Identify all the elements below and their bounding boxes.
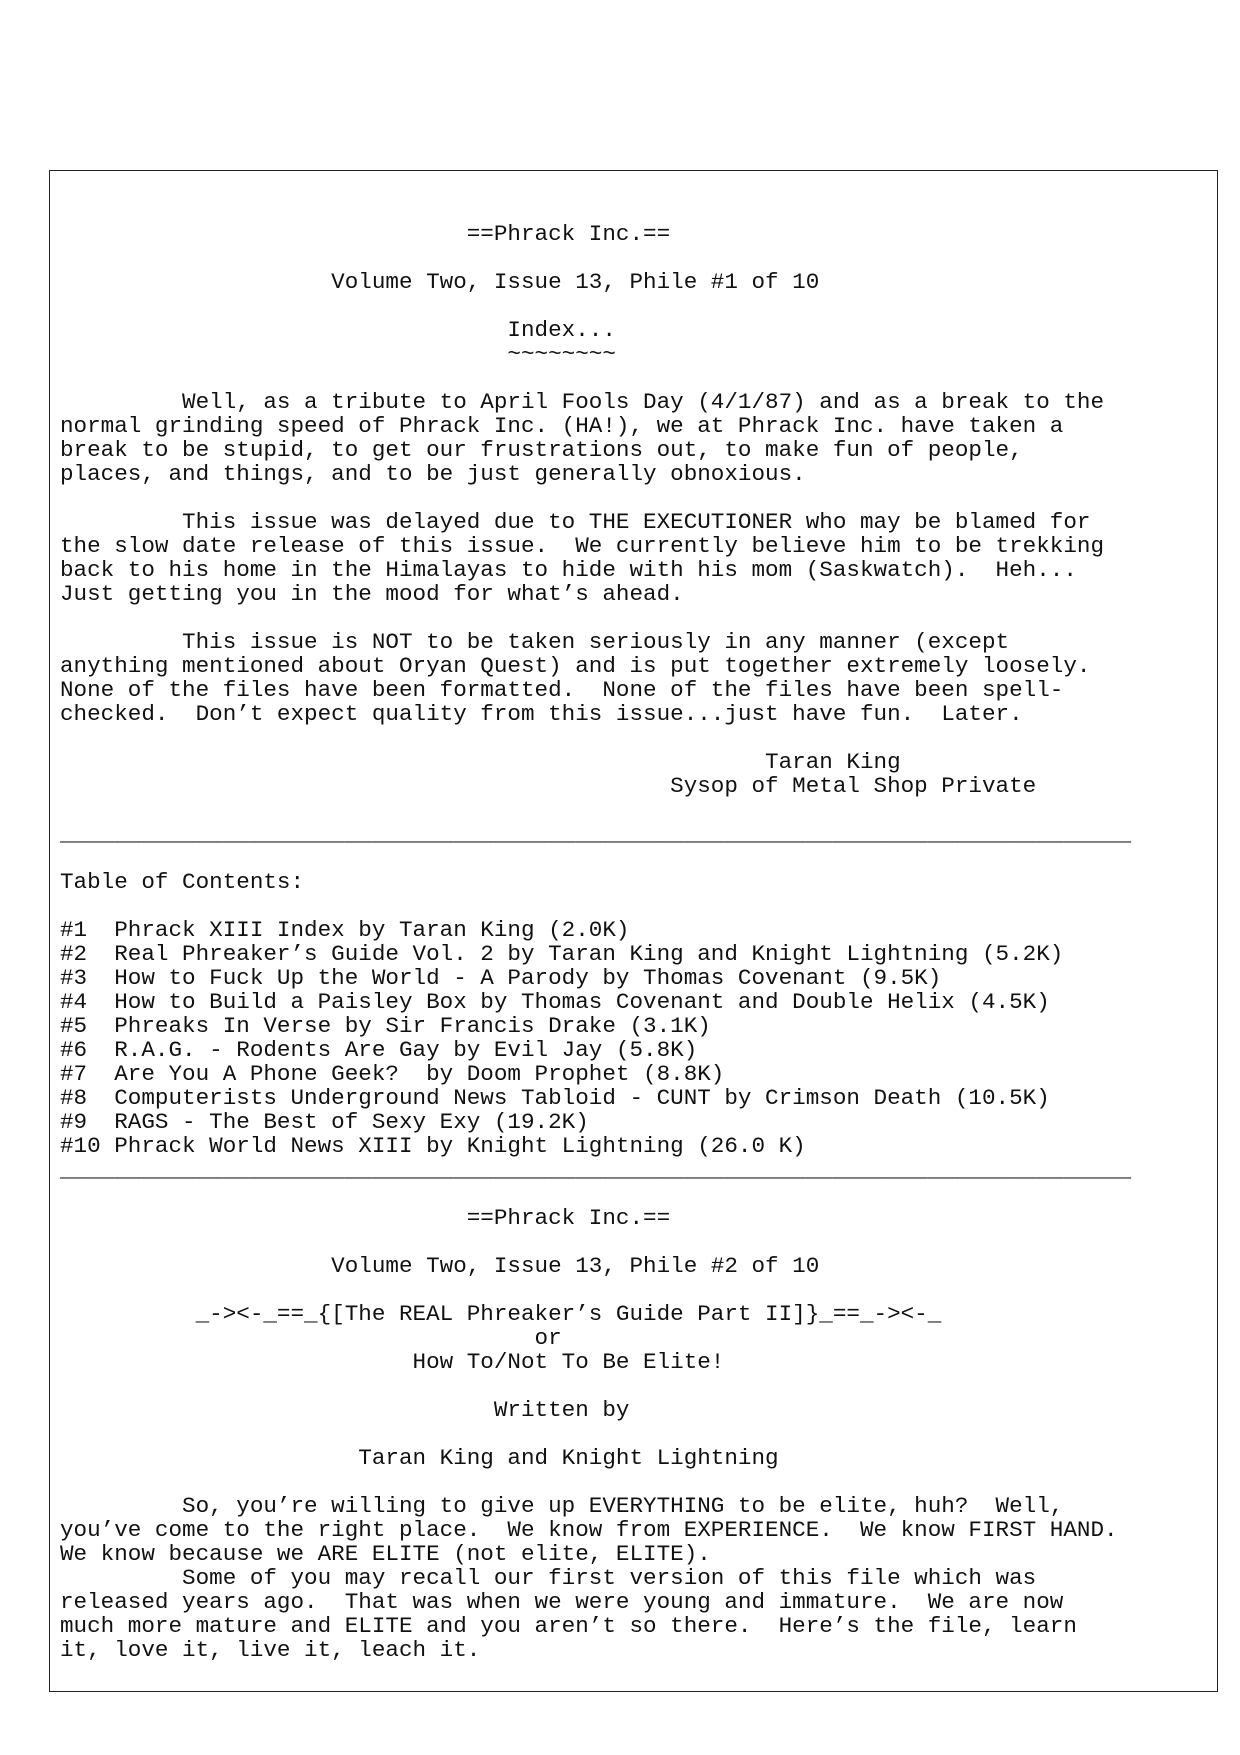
text-line: released years ago. That was when we were young and immature. We are now	[60, 1589, 1064, 1615]
text-line	[60, 486, 1220, 510]
text-line: Some of you may recall our first version of this file which was	[60, 1565, 1037, 1591]
text-line	[60, 846, 1220, 870]
text-line	[60, 294, 1220, 318]
document-text	[60, 222, 1220, 1662]
text-line: #10 Phrack World News XIII by Knight Lightning (26.0 K)	[60, 1133, 806, 1159]
text-line: checked. Don’t expect quality from this issue...just have fun. Later.	[60, 701, 1023, 727]
text-line: _______________________________________________________________________________	[60, 821, 1132, 847]
text-line	[60, 1470, 1220, 1494]
text-line: So, you’re willing to give up EVERYTHING to be elite, huh? Well,	[60, 1493, 1064, 1519]
text-line: _-><-_==_{[The REAL Phreaker’s Guide Part II]}_==_-><-_	[60, 1301, 942, 1327]
text-line: Table of Contents:	[60, 869, 305, 895]
text-line: the slow date release of this issue. We currently believe him to be trekking	[60, 533, 1105, 559]
text-line: #2 Real Phreaker’s Guide Vol. 2 by Taran King and Knight Lightning (5.2K)	[60, 941, 1064, 967]
text-line: Written by	[60, 1397, 630, 1423]
text-line	[60, 606, 1220, 630]
text-line	[60, 1422, 1220, 1446]
text-line	[60, 246, 1220, 270]
text-line	[60, 1374, 1220, 1398]
text-line: Volume Two, Issue 13, Phile #1 of 10	[60, 269, 820, 295]
text-line	[60, 894, 1220, 918]
text-line: This issue was delayed due to THE EXECUTIONER who may be blamed for	[60, 509, 1091, 535]
text-line: How To/Not To Be Elite!	[60, 1349, 725, 1375]
text-line: #1 Phrack XIII Index by Taran King (2.0K)	[60, 917, 630, 943]
text-line: much more mature and ELITE and you aren’t so there. Here’s the file, learn	[60, 1613, 1077, 1639]
text-line: you’ve come to the right place. We know from EXPERIENCE. We know FIRST HAND.	[60, 1517, 1118, 1543]
text-line: We know because we ARE ELITE (not elite, ELITE).	[60, 1541, 711, 1567]
text-line: #6 R.A.G. - Rodents Are Gay by Evil Jay (5.8K)	[60, 1037, 698, 1063]
text-line: or	[60, 1325, 562, 1351]
text-line: #8 Computerists Underground News Tabloid - CUNT by Crimson Death (10.5K)	[60, 1085, 1050, 1111]
text-line: Sysop of Metal Shop Private	[60, 773, 1037, 799]
text-line: #3 How to Fuck Up the World - A Parody by Thomas Covenant (9.5K)	[60, 965, 942, 991]
text-line	[60, 1230, 1220, 1254]
text-line: Volume Two, Issue 13, Phile #2 of 10	[60, 1253, 820, 1279]
text-line: normal grinding speed of Phrack Inc. (HA!), we at Phrack Inc. have taken a	[60, 413, 1064, 439]
text-line: back to his home in the Himalayas to hide with his mom (Saskwatch). Heh...	[60, 557, 1077, 583]
text-line: Taran King and Knight Lightning	[60, 1445, 779, 1471]
text-line: Well, as a tribute to April Fools Day (4/1/87) and as a break to the	[60, 389, 1105, 415]
text-line: #4 How to Build a Paisley Box by Thomas Covenant and Double Helix (4.5K)	[60, 989, 1050, 1015]
text-line	[60, 1182, 1220, 1206]
text-line: it, love it, live it, leach it.	[60, 1637, 481, 1663]
text-line: Taran King	[60, 749, 901, 775]
text-line: anything mentioned about Oryan Quest) and is put together extremely loosely.	[60, 653, 1091, 679]
text-line: #9 RAGS - The Best of Sexy Exy (19.2K)	[60, 1109, 589, 1135]
text-line: ==Phrack Inc.==	[60, 1205, 671, 1231]
text-line	[60, 726, 1220, 750]
text-line	[60, 1278, 1220, 1302]
text-line: Just getting you in the mood for what’s ahead.	[60, 581, 684, 607]
text-line: Index...	[60, 317, 616, 343]
text-line: ==Phrack Inc.==	[60, 221, 671, 247]
text-line: _______________________________________________________________________________	[60, 1157, 1132, 1183]
text-line	[60, 366, 1220, 390]
text-line: ~~~~~~~~	[60, 341, 616, 367]
text-line: break to be stupid, to get our frustrations out, to make fun of people,	[60, 437, 1023, 463]
text-line	[60, 798, 1220, 822]
text-line: #7 Are You A Phone Geek? by Doom Prophet (8.8K)	[60, 1061, 725, 1087]
text-line: This issue is NOT to be taken seriously in any manner (except	[60, 629, 1010, 655]
text-line: #5 Phreaks In Verse by Sir Francis Drake (3.1K)	[60, 1013, 711, 1039]
text-line: None of the files have been formatted. None of the files have been spell-	[60, 677, 1064, 703]
text-line: places, and things, and to be just generally obnoxious.	[60, 461, 806, 487]
